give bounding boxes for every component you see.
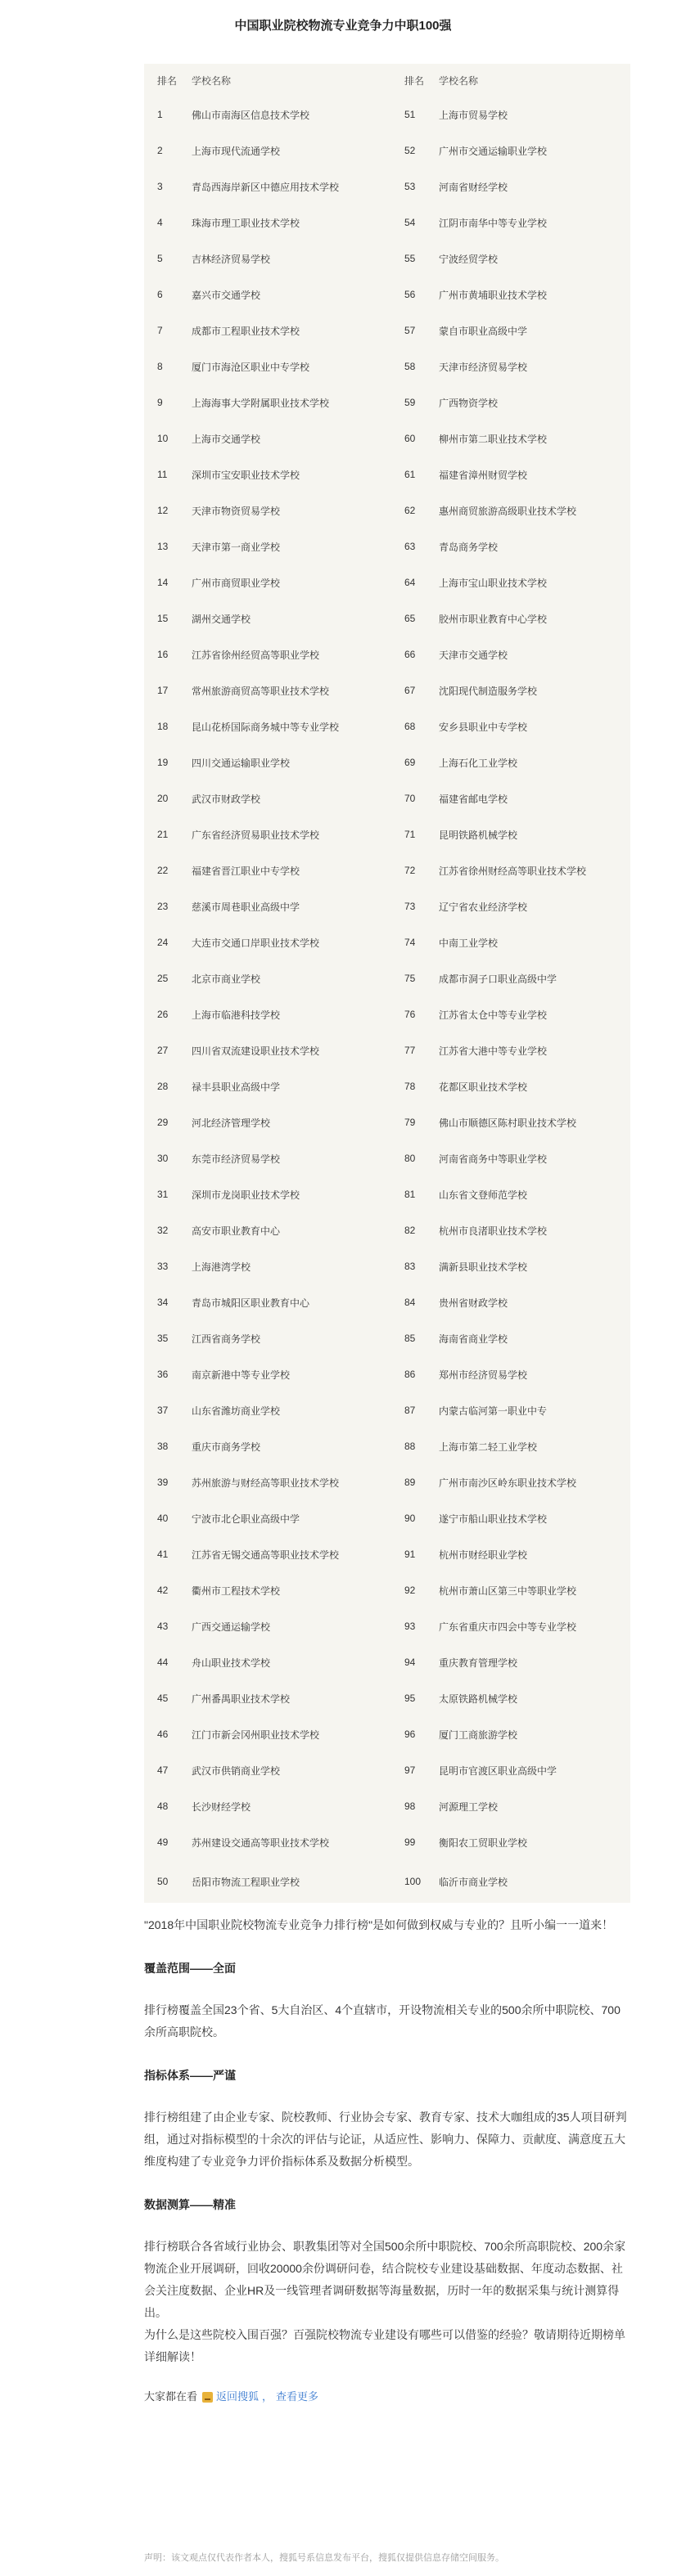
table-row	[144, 97, 630, 133]
rank-cell: 61	[404, 469, 416, 480]
school-name-cell: 昆明市官渡区职业高级中学	[439, 1765, 557, 1777]
table-row	[144, 276, 630, 312]
rank-cell: 52	[404, 145, 416, 156]
rank-cell: 38	[157, 1441, 169, 1452]
school-name-cell: 辽宁省农业经济学校	[439, 901, 528, 913]
school-name-cell: 佛山市南海区信息技术学校	[192, 109, 310, 121]
rank-cell: 48	[157, 1801, 169, 1812]
table-row	[144, 1608, 630, 1644]
rank-cell: 15	[157, 613, 169, 624]
rank-cell: 18	[157, 721, 169, 732]
school-name-cell: 成都市工程职业技术学校	[192, 325, 300, 337]
rank-cell: 80	[404, 1153, 416, 1164]
header-school-name: 学校名称	[192, 74, 232, 87]
rank-cell: 59	[404, 397, 416, 408]
school-name-cell: 江苏省徐州财经高等职业技术学校	[439, 865, 587, 877]
school-name-cell: 临沂市商业学校	[439, 1876, 508, 1888]
table-row	[144, 1536, 630, 1572]
rank-cell: 90	[404, 1513, 416, 1524]
rank-cell: 77	[404, 1045, 416, 1056]
table-row	[144, 1464, 630, 1500]
table-row	[144, 852, 630, 888]
rank-cell: 34	[157, 1297, 169, 1308]
section-body: 排行榜组建了由企业专家、院校教师、行业协会专家、教育专家、技术大咖组成的35人项目研判组，通过对指标模型的十余次的评估与论证，从适应性、影响力、保障力、贡献度、满意度五大维度构建了专业竞争力评价指标体系及数据分析模型。	[144, 2111, 627, 2168]
school-name-cell: 常州旅游商贸高等职业技术学校	[192, 685, 330, 697]
closing-paragraph: 为什么是这些院校入围百强？百强院校物流专业建设有哪些可以借鉴的经验？敬请期待近期榜单详细解读！	[144, 2328, 625, 2363]
rank-cell: 12	[157, 505, 169, 516]
section-data	[144, 2194, 630, 2324]
rank-cell: 68	[404, 721, 416, 732]
table-row	[144, 1176, 630, 1212]
school-name-cell: 海南省商业学校	[439, 1333, 508, 1345]
table-row	[144, 744, 630, 780]
rank-cell: 99	[404, 1836, 416, 1848]
school-name-cell: 大连市交通口岸职业技术学校	[192, 937, 320, 949]
rank-cell: 22	[157, 865, 169, 876]
rank-cell: 45	[157, 1693, 169, 1704]
school-name-cell: 江阴市南华中等专业学校	[439, 217, 548, 229]
school-name-cell: 山东省潍坊商业学校	[192, 1405, 281, 1417]
rank-cell: 11	[157, 469, 168, 480]
rank-cell: 72	[404, 865, 416, 876]
rank-cell: 51	[404, 109, 416, 120]
rank-cell: 46	[157, 1729, 169, 1740]
rank-cell: 37	[157, 1405, 169, 1416]
header-rank: 排名	[404, 74, 425, 87]
rank-cell: 35	[157, 1333, 169, 1344]
rank-cell: 55	[404, 253, 416, 264]
rank-cell: 60	[404, 433, 416, 444]
rank-cell: 88	[404, 1441, 416, 1452]
rank-cell: 2	[157, 145, 163, 156]
school-name-cell: 青岛西海岸新区中德应用技术学校	[192, 181, 340, 193]
school-name-cell: 江苏省太仓中等专业学校	[439, 1009, 548, 1021]
rank-cell: 44	[157, 1657, 169, 1668]
school-name-cell: 衢州市工程技术学校	[192, 1585, 281, 1597]
rank-cell: 23	[157, 901, 169, 912]
section-coverage	[144, 1958, 630, 2043]
rank-cell: 30	[157, 1153, 169, 1164]
school-name-cell: 天津市第一商业学校	[192, 541, 281, 553]
school-name-cell: 深圳市宝安职业技术学校	[192, 469, 300, 481]
rank-cell: 24	[157, 937, 169, 948]
table-row	[144, 1212, 630, 1248]
school-name-cell: 湖州交通学校	[192, 613, 251, 625]
smiley-icon	[202, 2392, 213, 2403]
school-name-cell: 花都区职业技术学校	[439, 1081, 528, 1093]
table-row	[144, 1068, 630, 1104]
school-name-cell: 广州市交通运输职业学校	[439, 145, 548, 157]
rank-cell: 7	[157, 325, 163, 336]
rank-cell: 41	[157, 1549, 169, 1560]
table-row	[144, 1572, 630, 1608]
rank-cell: 43	[157, 1621, 169, 1632]
table-row	[144, 1788, 630, 1824]
rank-cell: 65	[404, 613, 416, 624]
school-name-cell: 佛山市顺德区陈村职业技术学校	[439, 1117, 577, 1129]
school-name-cell: 沈阳现代制造服务学校	[439, 685, 538, 697]
table-row	[144, 780, 630, 816]
school-name-cell: 成都市洞子口职业高级中学	[439, 973, 557, 985]
rank-cell: 4	[157, 217, 163, 228]
school-name-cell: 广州番禺职业技术学校	[192, 1693, 291, 1705]
school-name-cell: 青岛商务学校	[439, 541, 499, 553]
header-rank: 排名	[157, 74, 178, 87]
rank-cell: 6	[157, 289, 163, 300]
table-row	[144, 996, 630, 1032]
school-name-cell: 天津市经济贸易学校	[439, 361, 528, 373]
table-header-row	[144, 64, 630, 97]
school-name-cell: 宁波市北仑职业高级中学	[192, 1513, 300, 1525]
rank-cell: 74	[404, 937, 416, 948]
table-row	[144, 1680, 630, 1716]
table-row	[144, 1644, 630, 1680]
rank-cell: 33	[157, 1261, 169, 1272]
school-name-cell: 广东省重庆市四会中等专业学校	[439, 1621, 577, 1633]
school-name-cell: 杭州市财经职业学校	[439, 1549, 528, 1561]
school-name-cell: 贵州省财政学校	[439, 1297, 508, 1309]
school-name-cell: 蒙自市职业高级中学	[439, 325, 528, 337]
rank-cell: 5	[157, 253, 163, 264]
rank-cell: 56	[404, 289, 416, 300]
school-name-cell: 厦门工商旅游学校	[439, 1729, 518, 1741]
school-name-cell: 内蒙古临河第一职业中专	[439, 1405, 548, 1417]
rank-cell: 92	[404, 1585, 416, 1596]
rank-cell: 27	[157, 1045, 169, 1056]
rank-cell: 73	[404, 901, 416, 912]
school-name-cell: 广西物资学校	[439, 397, 499, 409]
school-name-cell: 河南省商务中等职业学校	[439, 1153, 548, 1165]
school-name-cell: 昆明铁路机械学校	[439, 829, 518, 841]
rank-cell: 13	[157, 541, 169, 552]
school-name-cell: 江苏省大港中等专业学校	[439, 1045, 548, 1057]
school-name-cell: 四川交通运输职业学校	[192, 757, 291, 769]
school-name-cell: 禄丰县职业高级中学	[192, 1081, 281, 1093]
school-name-cell: 慈溪市周巷职业高级中学	[192, 901, 300, 913]
school-name-cell: 厦门市海沧区职业中专学校	[192, 361, 310, 373]
school-name-cell: 吉林经济贸易学校	[192, 253, 271, 265]
school-name-cell: 重庆市商务学校	[192, 1441, 261, 1453]
table-row	[144, 816, 630, 852]
rank-cell: 78	[404, 1081, 416, 1092]
school-name-cell: 珠海市理工职业技术学校	[192, 217, 300, 229]
school-name-cell: 上海市宝山职业技术学校	[439, 577, 548, 589]
school-name-cell: 重庆教育管理学校	[439, 1657, 518, 1669]
school-name-cell: 上海海事大学附属职业技术学校	[192, 397, 330, 409]
school-name-cell: 武汉市财政学校	[192, 793, 261, 805]
rank-cell: 1	[157, 109, 163, 120]
school-name-cell: 福建省晋江职业中专学校	[192, 865, 300, 877]
school-name-cell: 嘉兴市交通学校	[192, 289, 261, 301]
rank-cell: 32	[157, 1225, 169, 1236]
school-name-cell: 苏州建设交通高等职业技术学校	[192, 1836, 330, 1849]
school-name-cell: 舟山职业技术学校	[192, 1657, 271, 1669]
rank-cell: 50	[157, 1876, 169, 1887]
rank-cell: 91	[404, 1549, 416, 1560]
rank-cell: 94	[404, 1657, 416, 1668]
rank-cell: 95	[404, 1693, 416, 1704]
header-school-name: 学校名称	[439, 74, 479, 87]
related-links	[144, 2388, 630, 2406]
rank-cell: 21	[157, 829, 169, 840]
school-name-cell: 杭州市良渚职业技术学校	[439, 1225, 548, 1237]
school-name-cell: 天津市物资贸易学校	[192, 505, 281, 517]
rank-cell: 85	[404, 1333, 416, 1344]
table-row	[144, 1752, 630, 1788]
rank-cell: 93	[404, 1621, 416, 1632]
rank-cell: 16	[157, 649, 169, 660]
table-row	[144, 348, 630, 384]
school-name-cell: 江苏省徐州经贸高等职业学校	[192, 649, 320, 661]
table-row	[144, 384, 630, 420]
table-row	[144, 492, 630, 528]
table-row	[144, 1248, 630, 1284]
school-name-cell: 满新县职业技术学校	[439, 1261, 528, 1273]
view-more-link[interactable]: 查看更多	[276, 2390, 319, 2403]
school-name-cell: 安乡县职业中专学校	[439, 721, 528, 733]
school-name-cell: 河北经济管理学校	[192, 1117, 271, 1129]
rank-cell: 10	[157, 433, 169, 444]
rank-cell: 26	[157, 1009, 169, 1020]
rank-cell: 28	[157, 1081, 169, 1092]
table-row	[144, 888, 630, 924]
school-name-cell: 惠州商贸旅游高级职业技术学校	[439, 505, 577, 517]
school-name-cell: 天津市交通学校	[439, 649, 508, 661]
school-name-cell: 广州市黄埔职业技术学校	[439, 289, 548, 301]
rank-cell: 29	[157, 1117, 169, 1128]
table-row	[144, 924, 630, 960]
school-name-cell: 上海港湾学校	[192, 1261, 251, 1273]
table-row	[144, 564, 630, 600]
school-name-cell: 江门市新会冈州职业技术学校	[192, 1729, 320, 1741]
rank-cell: 40	[157, 1513, 169, 1524]
rank-cell: 9	[157, 397, 163, 408]
section-indicators	[144, 2065, 630, 2173]
school-name-cell: 东莞市经济贸易学校	[192, 1153, 281, 1165]
intro-paragraph: "2018年中国职业院校物流专业竞争力排行榜"是如何做到权威与专业的？且听小编一一道来！	[144, 1918, 614, 1931]
table-row	[144, 241, 630, 276]
rank-cell: 81	[404, 1189, 416, 1200]
rank-cell: 19	[157, 757, 169, 768]
table-row	[144, 1500, 630, 1536]
back-to-sohu-link[interactable]: 返回搜狐	[216, 2390, 260, 2403]
rank-cell: 36	[157, 1369, 169, 1380]
section-body: 排行榜覆盖全国23个省、5大自治区、4个直辖市，开设物流相关专业的500余所中职院校、700余所高职院校。	[144, 2003, 621, 2039]
rank-cell: 89	[404, 1477, 416, 1488]
school-name-cell: 福建省漳州财贸学校	[439, 469, 528, 481]
school-name-cell: 四川省双流建设职业技术学校	[192, 1045, 320, 1057]
disclaimer: 声明：该文观点仅代表作者本人，搜狐号系信息发布平台，搜狐仅提供信息存储空间服务。	[144, 2553, 504, 2563]
rank-cell: 75	[404, 973, 416, 984]
rank-cell: 86	[404, 1369, 416, 1380]
table-row	[144, 1716, 630, 1752]
school-name-cell: 柳州市第二职业技术学校	[439, 433, 548, 445]
rank-cell: 97	[404, 1765, 416, 1776]
table-row	[144, 600, 630, 636]
table-row	[144, 133, 630, 169]
school-name-cell: 高安市职业教育中心	[192, 1225, 281, 1237]
rank-cell: 70	[404, 793, 416, 804]
school-name-cell: 山东省文登师范学校	[439, 1189, 528, 1201]
table-row	[144, 1860, 630, 1903]
table-row	[144, 1140, 630, 1176]
school-name-cell: 上海市现代流通学校	[192, 145, 281, 157]
school-name-cell: 苏州旅游与财经高等职业技术学校	[192, 1477, 340, 1489]
rank-cell: 14	[157, 577, 169, 588]
rank-cell: 79	[404, 1117, 416, 1128]
table-row	[144, 456, 630, 492]
section-heading: 指标体系——严谨	[144, 2069, 236, 2082]
school-name-cell: 河南省财经学校	[439, 181, 508, 193]
school-name-cell: 福建省邮电学校	[439, 793, 508, 805]
rank-cell: 49	[157, 1836, 169, 1848]
rank-cell: 69	[404, 757, 416, 768]
table-row	[144, 1104, 630, 1140]
table-row	[144, 1320, 630, 1356]
rank-cell: 87	[404, 1405, 416, 1416]
rank-cell: 17	[157, 685, 169, 696]
rank-cell: 98	[404, 1801, 416, 1812]
rank-cell: 62	[404, 505, 416, 516]
rank-cell: 31	[157, 1189, 169, 1200]
school-name-cell: 北京市商业学校	[192, 973, 261, 985]
rank-cell: 42	[157, 1585, 169, 1596]
rank-cell: 57	[404, 325, 416, 336]
school-name-cell: 郑州市经济贸易学校	[439, 1369, 528, 1381]
table-row	[144, 708, 630, 744]
rank-cell: 63	[404, 541, 416, 552]
school-name-cell: 上海市交通学校	[192, 433, 261, 445]
ranking-table	[144, 64, 630, 1903]
school-name-cell: 岳阳市物流工程职业学校	[192, 1876, 300, 1888]
school-name-cell: 江苏省无锡交通高等职业技术学校	[192, 1549, 340, 1561]
school-name-cell: 广东省经济贸易职业技术学校	[192, 829, 320, 841]
school-name-cell: 中南工业学校	[439, 937, 499, 949]
school-name-cell: 杭州市萧山区第三中等职业学校	[439, 1585, 577, 1597]
table-row	[144, 1428, 630, 1464]
table-row	[144, 960, 630, 996]
rank-cell: 66	[404, 649, 416, 660]
page-title: 中国职业院校物流专业竞争力中职100强	[234, 19, 452, 33]
rank-cell: 25	[157, 973, 169, 984]
school-name-cell: 青岛市城阳区职业教育中心	[192, 1297, 310, 1309]
link-separator: ，	[262, 2390, 273, 2403]
rank-cell: 39	[157, 1477, 169, 1488]
rank-cell: 100	[404, 1876, 422, 1887]
related-label: 大家都在看	[144, 2390, 198, 2403]
table-row	[144, 636, 630, 672]
rank-cell: 47	[157, 1765, 169, 1776]
school-name-cell: 遂宁市船山职业技术学校	[439, 1513, 548, 1525]
school-name-cell: 上海石化工业学校	[439, 757, 518, 769]
school-name-cell: 江西省商务学校	[192, 1333, 261, 1345]
table-row	[144, 169, 630, 205]
school-name-cell: 宁波经贸学校	[439, 253, 499, 265]
table-row	[144, 420, 630, 456]
rank-cell: 8	[157, 361, 163, 372]
section-heading: 数据测算——精准	[144, 2198, 236, 2211]
school-name-cell: 上海市贸易学校	[439, 109, 508, 121]
school-name-cell: 太原铁路机械学校	[439, 1693, 518, 1705]
school-name-cell: 广州市商贸职业学校	[192, 577, 281, 589]
table-row	[144, 528, 630, 564]
rank-cell: 53	[404, 181, 416, 192]
table-row	[144, 205, 630, 241]
rank-cell: 83	[404, 1261, 416, 1272]
school-name-cell: 长沙财经学校	[192, 1801, 251, 1813]
school-name-cell: 胶州市职业教育中心学校	[439, 613, 548, 625]
table-row	[144, 1392, 630, 1428]
rank-cell: 82	[404, 1225, 416, 1236]
school-name-cell: 衡阳农工贸职业学校	[439, 1836, 528, 1849]
school-name-cell: 上海市第二轻工业学校	[439, 1441, 538, 1453]
school-name-cell: 广西交通运输学校	[192, 1621, 271, 1633]
rank-cell: 64	[404, 577, 416, 588]
article-body	[144, 1914, 630, 2406]
rank-cell: 76	[404, 1009, 416, 1020]
school-name-cell: 昆山花桥国际商务城中等专业学校	[192, 721, 340, 733]
school-name-cell: 河源理工学校	[439, 1801, 499, 1813]
rank-cell: 58	[404, 361, 416, 372]
table-row	[144, 1356, 630, 1392]
table-row	[144, 1284, 630, 1320]
table-row	[144, 312, 630, 348]
school-name-cell: 武汉市供销商业学校	[192, 1765, 281, 1777]
school-name-cell: 深圳市龙岗职业技术学校	[192, 1189, 300, 1201]
rank-cell: 20	[157, 793, 169, 804]
section-heading: 覆盖范围——全面	[144, 1962, 236, 1975]
rank-cell: 71	[404, 829, 416, 840]
school-name-cell: 南京新港中等专业学校	[192, 1369, 291, 1381]
rank-cell: 67	[404, 685, 416, 696]
table-row	[144, 1824, 630, 1860]
rank-cell: 3	[157, 181, 163, 192]
rank-cell: 96	[404, 1729, 416, 1740]
rank-cell: 84	[404, 1297, 416, 1308]
rank-cell: 54	[404, 217, 416, 228]
school-name-cell: 上海市临港科技学校	[192, 1009, 281, 1021]
section-body: 排行榜联合各省域行业协会、职教集团等对全国500余所中职院校、700余所高职院校、200余家物流企业开展调研，回收20000余份调研问卷，结合院校专业建设基础数据、年度动态数据、社会关注度数据、企业HR及一线管理者调研数据等海量数据，历时一年的数据采集与统计测算得出。	[144, 2240, 626, 2319]
school-name-cell: 广州市南沙区岭东职业技术学校	[439, 1477, 577, 1489]
table-row	[144, 672, 630, 708]
table-row	[144, 1032, 630, 1068]
